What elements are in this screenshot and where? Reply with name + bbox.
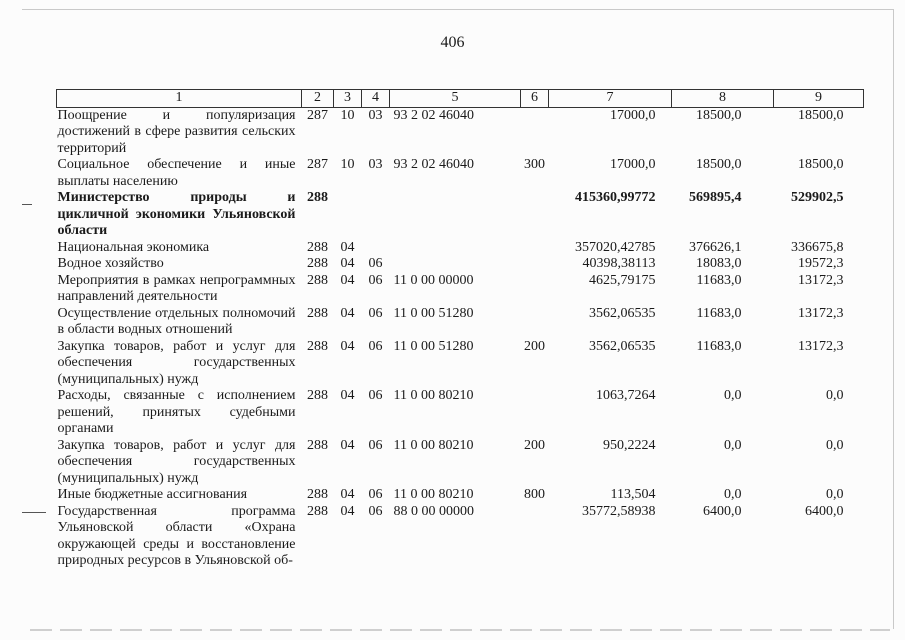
- amount-col8: 18500,0: [696, 107, 742, 123]
- section-code: 04: [340, 256, 355, 271]
- amount-col7: 950,2224: [603, 437, 656, 453]
- target-article-code: 11 0 00 00000: [393, 272, 474, 288]
- header-cell: 3: [334, 90, 362, 108]
- left-margin-dash: [22, 512, 46, 513]
- row-name: Осуществление отдельных полномочий в области водных отношений: [57, 305, 296, 337]
- expense-type-code: [521, 273, 549, 306]
- table-row: [57, 339, 864, 389]
- admin-code: 288: [307, 305, 328, 321]
- admin-code: 288: [307, 256, 328, 271]
- section-code: 10: [340, 157, 355, 172]
- expense-type-code: 800: [524, 487, 545, 502]
- amount-col7: 357020,42785: [575, 239, 656, 255]
- amount-col8: 0,0: [724, 437, 742, 453]
- amount-col7: 17000,0: [610, 107, 656, 123]
- admin-code: 288: [307, 190, 328, 205]
- row-name: Мероприятия в рамках непрограммных направлений деятельности: [57, 272, 296, 304]
- amount-col8: 18500,0: [696, 157, 742, 172]
- amount-col9: 6400,0: [805, 503, 844, 519]
- target-article-code: 11 0 00 80210: [393, 437, 474, 453]
- amount-col7: 40398,38113: [582, 256, 656, 271]
- target-article-code: 88 0 00 00000: [393, 503, 474, 519]
- amount-col9: 529902,5: [791, 190, 844, 205]
- table-row: [57, 487, 864, 504]
- target-article-code: 11 0 00 51280: [393, 305, 474, 321]
- row-name: Закупка товаров, работ и услуг для обеспечения государственных (муниципальных) нужд: [57, 437, 296, 486]
- target-article-code: 93 2 02 46040: [393, 157, 474, 172]
- page-edge-bottom: [30, 629, 890, 631]
- amount-col9: 18500,0: [798, 157, 844, 172]
- table-row: [57, 107, 864, 157]
- target-article-code: 11 0 00 80210: [393, 388, 474, 403]
- header-cell: 4: [362, 90, 390, 108]
- section-code: 04: [340, 338, 355, 354]
- header-cell: 2: [302, 90, 334, 108]
- amount-col7: 415360,99772: [575, 190, 656, 205]
- section-code: 04: [340, 239, 355, 255]
- target-article-code: 11 0 00 51280: [393, 338, 474, 354]
- row-name: Государственная программа Ульяновской области «Охрана окружающей среды и восстановление природных ресурсов в Ульяновской об-: [57, 503, 296, 568]
- section-code: 04: [340, 305, 355, 321]
- amount-col9: 18500,0: [798, 107, 844, 123]
- table-row: [57, 306, 864, 339]
- table-row: [57, 157, 864, 190]
- header-cell: 8: [672, 90, 774, 108]
- section-code: 04: [340, 437, 355, 453]
- section-code: 04: [340, 487, 355, 502]
- expense-type-code: [521, 240, 549, 257]
- table-row: [57, 256, 864, 273]
- section-code: [334, 190, 362, 240]
- admin-code: 288: [307, 239, 328, 255]
- subsection-code: 06: [368, 338, 383, 354]
- table-row: [57, 240, 864, 257]
- section-code: 04: [340, 388, 355, 403]
- page-number: 406: [440, 34, 465, 51]
- amount-col9: 13172,3: [798, 305, 844, 321]
- row-name: Водное хозяйство: [57, 256, 164, 271]
- header-cell: 5: [390, 90, 521, 108]
- row-name: Национальная экономика: [57, 239, 210, 255]
- admin-code: 288: [307, 272, 328, 288]
- subsection-code: 06: [368, 388, 383, 403]
- subsection-code: 06: [368, 272, 383, 288]
- header-cell: 1: [57, 90, 302, 108]
- admin-code: 288: [307, 503, 328, 519]
- row-name: Закупка товаров, работ и услуг для обеспечения государственных (муниципальных) нужд: [57, 338, 296, 387]
- subsection-code: 03: [368, 157, 383, 172]
- amount-col8: 569895,4: [689, 190, 742, 205]
- table-row: [57, 190, 864, 240]
- amount-col8: 18083,0: [696, 256, 742, 271]
- target-article-code: [390, 240, 521, 257]
- amount-col8: 0,0: [724, 388, 742, 403]
- expense-type-code: [521, 190, 549, 240]
- amount-col7: 4625,79175: [589, 272, 656, 288]
- subsection-code: [362, 240, 390, 257]
- amount-col7: 3562,06535: [589, 305, 656, 321]
- expense-type-code: [521, 256, 549, 273]
- amount-col7: 35772,58938: [582, 503, 656, 519]
- subsection-code: 03: [368, 107, 383, 123]
- table-row: [57, 273, 864, 306]
- amount-col8: 11683,0: [696, 272, 742, 288]
- admin-code: 288: [307, 487, 328, 502]
- row-name: Министерство природы и цикличной экономики Ульяновской области: [57, 190, 296, 238]
- amount-col8: 6400,0: [703, 503, 742, 519]
- target-article-code: [390, 190, 521, 240]
- section-code: 04: [340, 503, 355, 519]
- left-margin-dash: [22, 204, 32, 205]
- row-name: Социальное обеспечение и иные выплаты населению: [57, 157, 296, 189]
- amount-col7: 1063,7264: [596, 388, 656, 403]
- row-name: Иные бюджетные ассигнования: [57, 487, 248, 502]
- target-article-code: [390, 256, 521, 273]
- subsection-code: [362, 190, 390, 240]
- expense-type-code: [521, 388, 549, 438]
- amount-col7: 113,504: [610, 487, 656, 502]
- expense-type-code: 200: [524, 338, 545, 354]
- row-name: Поощрение и популяризация достижений в сфере развития сельских территорий: [57, 107, 296, 156]
- amount-col9: 0,0: [826, 487, 844, 502]
- amount-col8: 11683,0: [696, 338, 742, 354]
- page-edge-top: [22, 9, 894, 10]
- subsection-code: 06: [368, 256, 383, 271]
- target-article-code: 93 2 02 46040: [393, 107, 474, 123]
- section-code: 10: [340, 107, 355, 123]
- admin-code: 287: [307, 157, 328, 172]
- amount-col8: 376626,1: [689, 239, 742, 255]
- subsection-code: 06: [368, 305, 383, 321]
- expense-type-code: 300: [524, 157, 545, 172]
- target-article-code: 11 0 00 80210: [393, 487, 474, 502]
- subsection-code: 06: [368, 437, 383, 453]
- subsection-code: 06: [368, 503, 383, 519]
- admin-code: 287: [307, 107, 328, 123]
- table-row: [57, 388, 864, 438]
- amount-col8: 0,0: [724, 487, 742, 502]
- row-name: Расходы, связанные с исполнением решений, принятых судебными органами: [57, 388, 296, 436]
- subsection-code: 06: [368, 487, 383, 502]
- header-cell: 6: [521, 90, 549, 108]
- amount-col9: 0,0: [826, 437, 844, 453]
- table-row: [57, 438, 864, 488]
- expense-type-code: [521, 504, 549, 570]
- page-edge-right: [893, 9, 894, 629]
- admin-code: 288: [307, 388, 328, 403]
- amount-col9: 13172,3: [798, 272, 844, 288]
- expense-type-code: 200: [524, 437, 545, 453]
- admin-code: 288: [307, 437, 328, 453]
- header-cell: 9: [774, 90, 864, 108]
- header-row: [57, 90, 864, 108]
- amount-col9: 0,0: [826, 388, 844, 403]
- amount-col7: 17000,0: [610, 157, 656, 172]
- expense-type-code: [521, 107, 549, 157]
- amount-col8: 11683,0: [696, 305, 742, 321]
- expense-type-code: [521, 306, 549, 339]
- header-cell: 7: [549, 90, 672, 108]
- admin-code: 288: [307, 338, 328, 354]
- budget-table: [56, 89, 864, 570]
- amount-col9: 13172,3: [798, 338, 844, 354]
- amount-col9: 336675,8: [791, 239, 844, 255]
- table-row: [57, 504, 864, 570]
- amount-col9: 19572,3: [798, 256, 844, 271]
- section-code: 04: [340, 272, 355, 288]
- amount-col7: 3562,06535: [589, 338, 656, 354]
